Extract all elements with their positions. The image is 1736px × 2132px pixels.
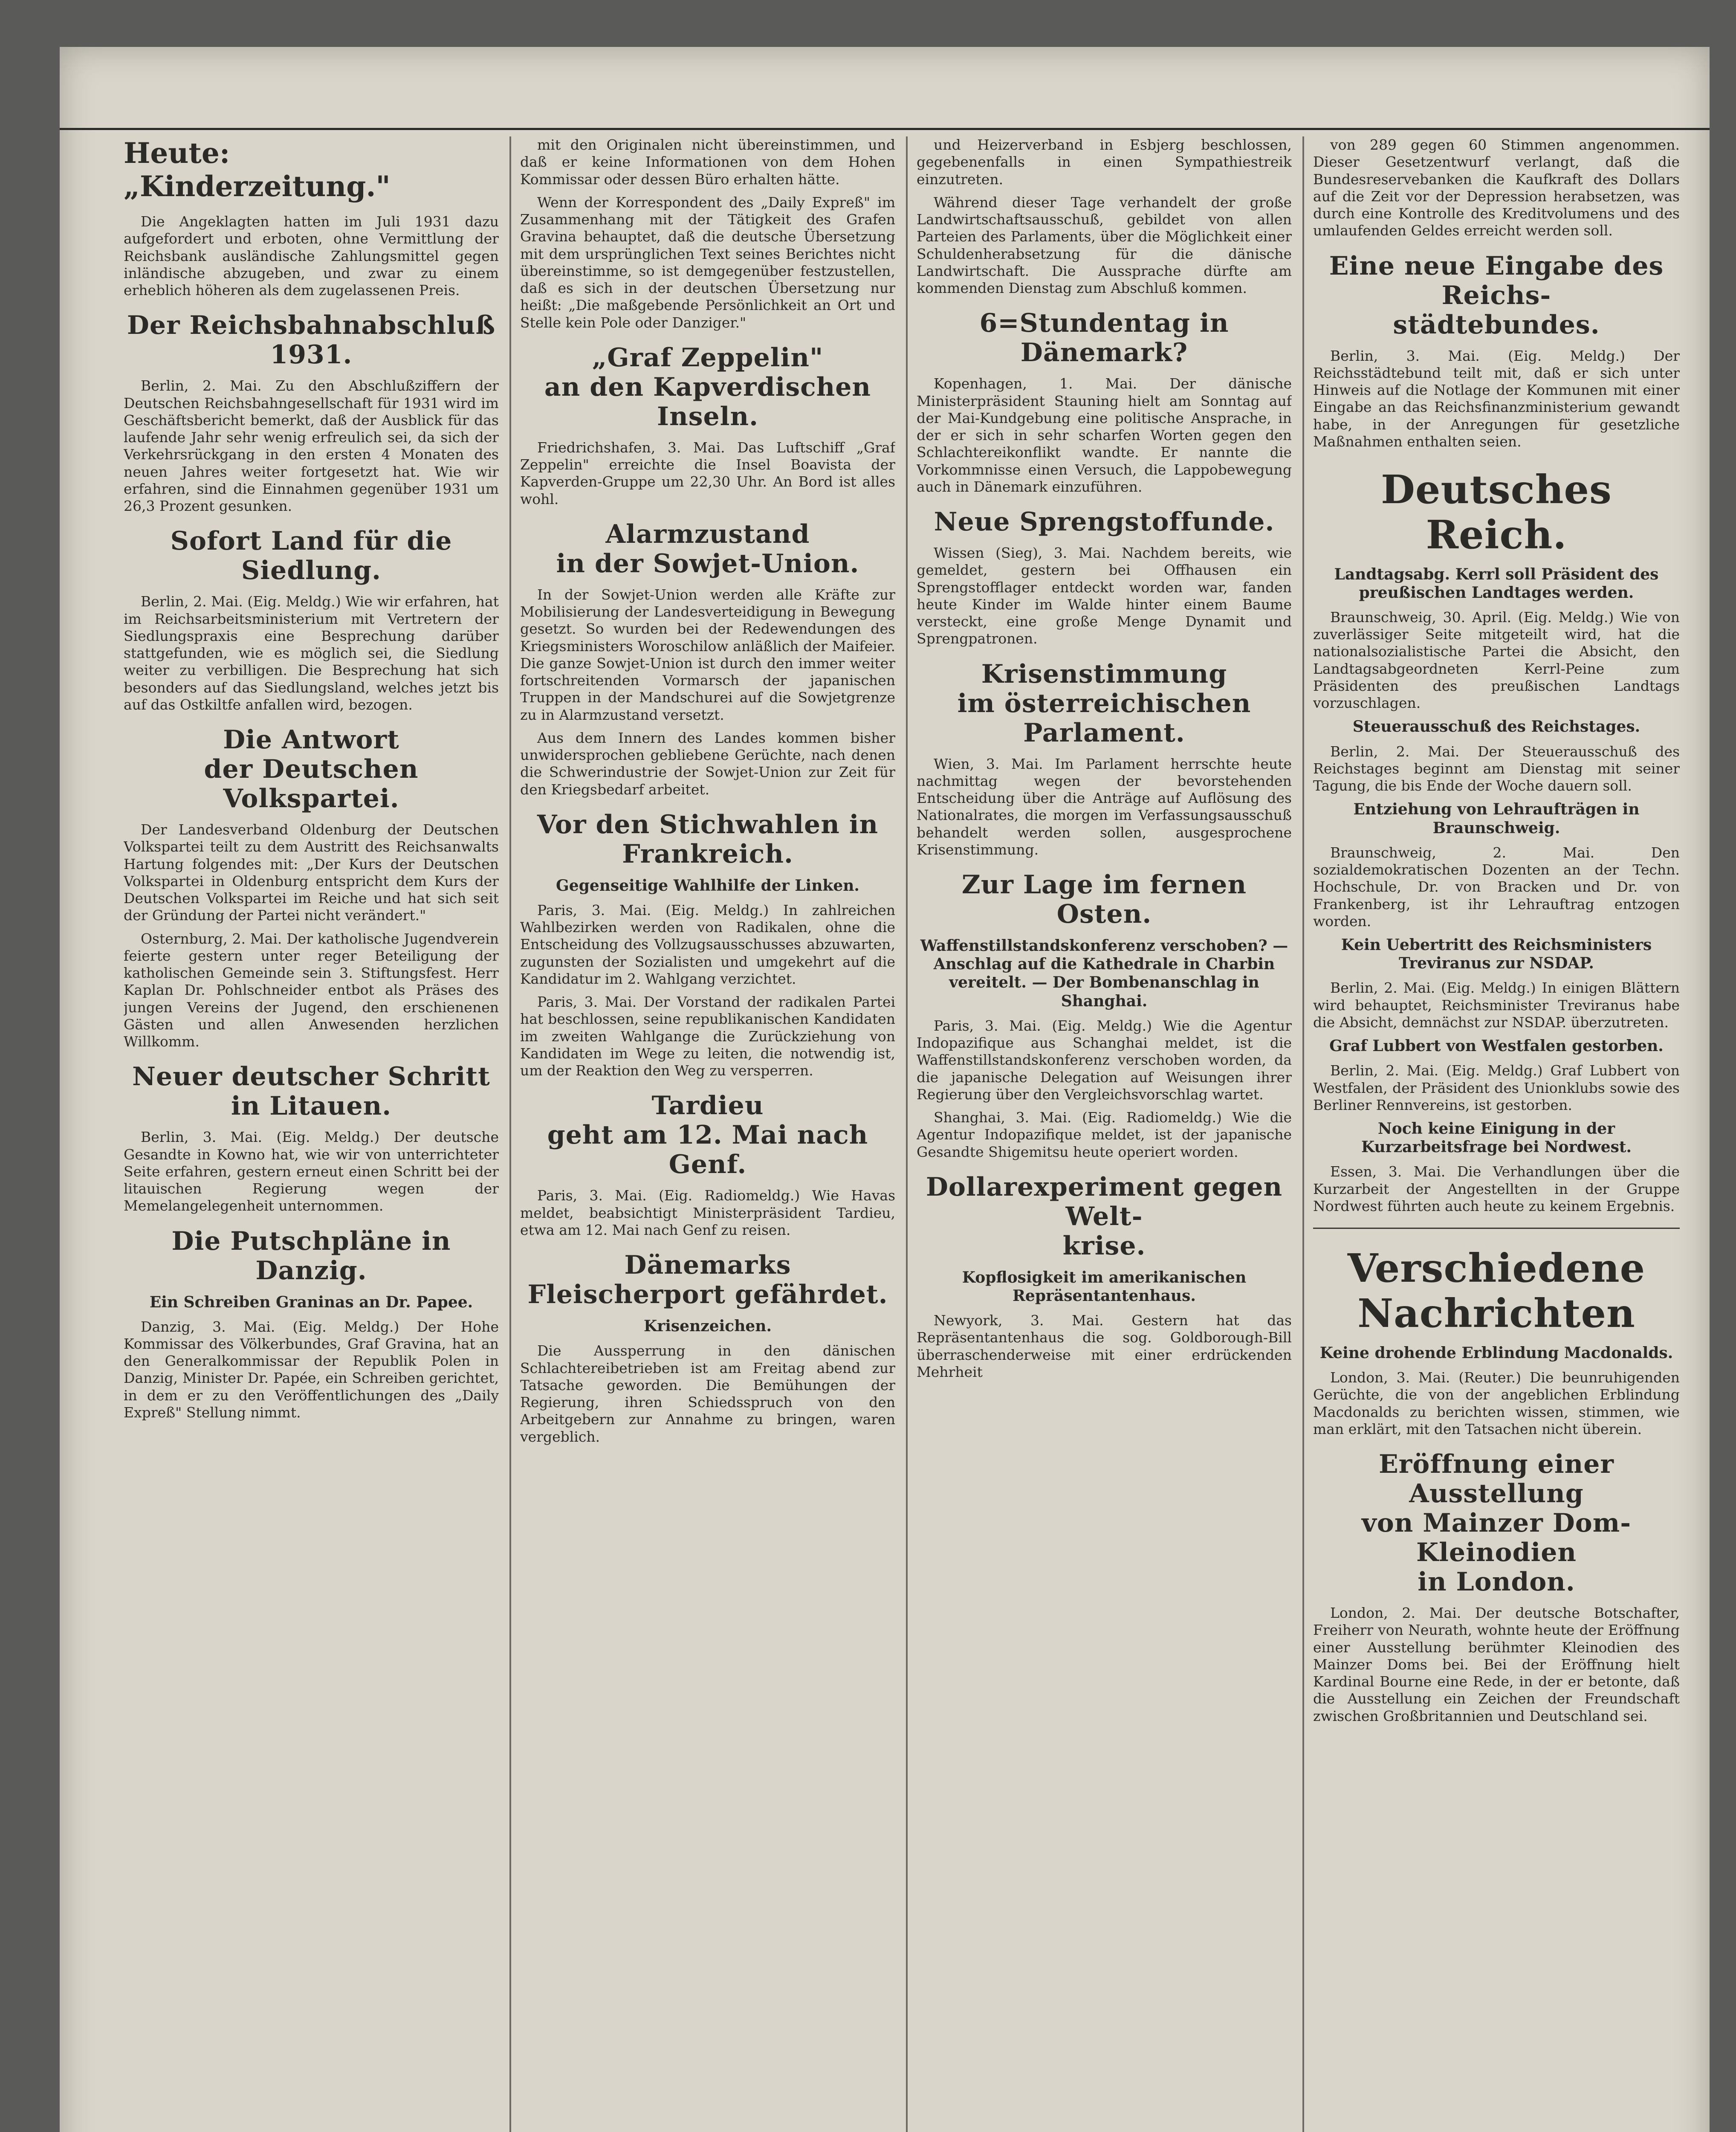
subheadline: Kopflosigkeit im amerikanischen Repräsentantenhaus. [962,1268,1247,1305]
paragraph: Berlin, 2. Mai. (Eig. Meldg.) Wie wir erfahren, hat im Reichsarbeitsministerium mit Vertretern der Siedlungspraxis eine Besprechung darüber stattgefunden, wie es möglich sei, die Siedlung weiter zu verbilligen. Die Besprechung hat sich besonders auf das Siedlungsland, welches jetzt bis auf das Ostkiltfe anfallen wird, bezogen. [124,593,499,713]
paragraph: Wien, 3. Mai. Im Parlament herrschte heute nachmittag wegen der bevorstehenden Entscheidung über die Anträge auf Auflösung des Nationalrates, die morgen im Verfassungsausschuß behandelt werden sollen, ausgesprochene Krisenstimmung. [917,755,1292,858]
subheadline: Graf Lubbert von Westfalen gestorben. [1329,1037,1664,1055]
paragraph: Friedrichshafen, 3. Mai. Das Luftschiff „Graf Zeppelin" erreichte die Insel Boavista der Kapverden-Gruppe um 22,30 Uhr. An Bord ist alles wohl. [520,439,895,507]
paragraph: Paris, 3. Mai. (Eig. Meldg.) Wie die Agentur Indopazifique aus Schanghai meldet, ist die Waffenstillstandskonferenz verschoben worden, da die japanische Delegation auf Weisungen ihrer Regierung über den Vergleichsvorschlag wartet. [917,1017,1292,1103]
paragraph: Wissen (Sieg), 3. Mai. Nachdem bereits, wie gemeldet, gestern bei Offhausen ein Sprengstofflager entdeckt worden war, fanden heute Kinder im Walde hinter einem Baume versteckt, eine große Menge Dynamit und Sprengpatronen. [917,545,1292,647]
headline-line: in der Sowjet-Union. [556,548,859,579]
column-divider [1302,136,1304,2132]
headline [1313,1450,1680,1597]
headline: 6=Stundentag in Dänemark? [979,308,1229,368]
section-headline: Deutsches Reich. [1381,466,1612,558]
headline-line: „Graf Zeppelin" [592,342,824,373]
paragraph: Paris, 3. Mai. (Eig. Meldg.) In zahlreichen Wahlbezirken werden von Radikalen, ohne die Entscheidung des Vollzugsausschusses abzuwarten, zugunsten der Sozialisten und umgekehrt auf die Kandidatur im 2. Wahlgang verzichtet. [520,901,895,987]
paragraph: Berlin, 2. Mai. Zu den Abschlußziffern der Deutschen Reichsbahngesellschaft für 1931 wird im Geschäftsbericht bemerkt, daß der Ausblick für das laufende Jahr sehr wenig erfreulich sei, da sich der Verkehrsrückgang in den ersten 4 Monaten des neuen Jahres weiter fortgesetzt hat. Wie wir erfahren, sind die Einnahmen gegenüber 1931 um 26,3 Prozent gesunken. [124,377,499,514]
paragraph: Der Landesverband Oldenburg der Deutschen Volkspartei teilt zu dem Austritt des Reichsanwalts Hartung folgendes mit: „Der Kurs der Deutschen Volkspartei in Oldenburg entspricht dem Kurs der Deutschen Volkspartei im Reiche und hat sich seit der Gründung der Partei nicht verändert." [124,821,499,924]
paragraph: London, 2. Mai. Der deutsche Botschafter, Freiherr von Neurath, wohnte heute der Eröffnung einer Ausstellung berühmter Kleinodien des Mainzer Doms bei. Bei der Eröffnung hielt Kardinal Bourne eine Rede, in der er betonte, daß die Ausstellung ein Zeichen der Freundschaft zwischen Großbritannien und Deutschland sei. [1313,1605,1680,1724]
paragraph: Paris, 3. Mai. (Eig. Radiomeldg.) Wie Havas meldet, beabsichtigt Ministerpräsident Tardieu, etwa am 12. Mai nach Genf zu reisen. [520,1187,895,1238]
headline-line: krise. [1062,1231,1146,1261]
paragraph: Essen, 3. Mai. Die Verhandlungen über die Kurzarbeit der Angestellten in der Gruppe Nordwest führten auch heute zu keinem Ergebnis. [1313,1163,1680,1214]
paragraph: Berlin, 3. Mai. (Eig. Meldg.) Der deutsche Gesandte in Kowno hat, wie wir von unterrichteter Seite erfahren, gestern erneut einen Schritt bei der litauischen Regierung wegen der Memelangelegenheit unternommen. [124,1129,499,1214]
headline-line: Fleischerport gefährdet. [527,1280,888,1310]
newspaper-page [60,47,1710,2132]
paragraph: mit den Originalen nicht übereinstimmen, und daß er keine Informationen von dem Hohen Kommissar oder dessen Büro erhalten hätte. [520,136,895,188]
headline: Sofort Land für die Siedlung. [170,526,452,586]
paragraph: Während dieser Tage verhandelt der große Landwirtschaftsausschuß, gebildet von allen Parteien des Parlaments, über die Möglichkeit einer Schuldenherabsetzung für die dänische Landwirtschaft. Die Aussprache dürfte am kommenden Dienstag zum Abschluß kommen. [917,194,1292,296]
headline-line: in London. [1418,1567,1575,1597]
headline-line: Eine neue Eingabe des Reichs- [1329,251,1664,310]
section-divider [1313,1228,1680,1229]
paragraph: Berlin, 2. Mai. Der Steuerausschuß des Reichstages beginnt am Dienstag mit seiner Tagung, die bis Ende der Woche dauern soll. [1313,743,1680,794]
paragraph: Berlin, 2. Mai. (Eig. Meldg.) Graf Lubbert von Westfalen, der Präsident des Unionklubs sowie des Berliner Rennvereins, ist gestorben. [1313,1062,1680,1113]
headline [917,660,1292,748]
paragraph: Aus dem Innern des Landes kommen bisher unwidersprochen gebliebene Gerüchte, nach denen die Schwerindustrie der Sowjet-Union zur Zeit für den Kriegsbedarf arbeitet. [520,729,895,798]
column-2 [520,136,895,2132]
headline-line: geht am 12. Mai nach Genf. [547,1120,868,1180]
headline [124,725,499,814]
paragraph: In der Sowjet-Union werden alle Kräfte zur Mobilisierung der Landesverteidigung in Bewegung gesetzt. So wurden bei der Redewendungen des Kriegsministers Woroschilow anläßlich der Maifeier. Die ganze Sowjet-Union ist durch den immer weiter fortschreitenden Vormarsch der japanischen Truppen in der Mandschurei auf die Sowjetgrenze zu in Alarmzustand versetzt. [520,586,895,723]
headline [520,1091,895,1179]
headline-line: Frankreich. [622,839,793,869]
headline [1313,252,1680,340]
paragraph: Braunschweig, 30. April. (Eig. Meldg.) Wie von zuverlässiger Seite mitgeteilt wird, hat die nationalsozialistische Partei die Absicht, den Landtagsabgeordneten Kerrl-Peine zum Präsidenten des preußischen Landtags vorzuschlagen. [1313,608,1680,712]
headline-line: Alarmzustand [605,519,810,549]
headline: Der Reichsbahnabschluß 1931. [127,310,496,370]
headline [124,1062,499,1121]
subheadline: Gegenseitige Wahlhilfe der Linken. [556,876,859,895]
paragraph: Braunschweig, 2. Mai. Den sozialdemokratischen Dozenten an der Techn. Hochschule, Dr. von Bracken und Dr. von Frankenberg, ist ihr Lehrauftrag entzogen worden. [1313,844,1680,930]
paragraph: Osternburg, 2. Mai. Der katholische Jugendverein feierte gestern unter reger Beteiligung der katholischen Gemeinde sein 3. Stiftungsfest. Herr Kaplan Dr. Pohlschneider entbot als Präses des jungen Vereins der Jugend, den erschienenen Gästen und allen Anwesenden herzlichen Willkomm. [124,930,499,1050]
headline [520,520,895,579]
headline-line: städtebundes. [1393,310,1600,340]
subheadline: Kein Uebertritt des Reichsministers Treviranus zur NSDAP. [1341,936,1652,973]
headline: Neue Sprengstoffunde. [934,507,1275,537]
headline-line: im österreichischen Parlament. [957,688,1251,748]
column-divider [906,136,908,2132]
headline: Zur Lage im fernen Osten. [961,870,1247,929]
headline-line: Dänemarks [624,1250,791,1280]
subheadline: Keine drohende Erblindung Macdonalds. [1319,1344,1673,1362]
headline-line: Die Antwort [223,725,399,755]
headline-line: an den Kapverdischen Inseln. [544,372,871,432]
headline-line: Vor den Stichwahlen in [537,809,879,840]
paragraph: London, 3. Mai. (Reuter.) Die beunruhigenden Gerüchte, die von der angeblichen Erblindung Macdonalds zu berichten wissen, stimmen, wie man erklärt, mit den Tatsachen nicht überein. [1313,1369,1680,1437]
paragraph: Berlin, 3. Mai. (Eig. Meldg.) Der Reichsstädtebund teilt mit, daß er sich unter Hinweis auf die Notlage der Kommunen mit einer Eingabe an das Reichsfinanzministerium gewandt habe, in der Anregungen für gesetzliche Maßnahmen enthalten seien. [1313,347,1680,450]
headline-line: Dollarexperiment gegen Welt- [926,1172,1283,1231]
headline-line: in Litauen. [231,1091,392,1121]
headline [520,1251,895,1309]
section-headline: Verschiedene Nachrichten [1347,1245,1646,1337]
subheadline: Ein Schreiben Graninas an Dr. Papee. [149,1293,473,1311]
column-3 [917,136,1292,2132]
column-1 [124,136,499,2132]
subheadline: Entziehung von Lehraufträgen in Braunschweig. [1353,800,1640,837]
headline [520,810,895,869]
paragraph: Paris, 3. Mai. Der Vorstand der radikalen Partei hat beschlossen, seine republikanischen Kandidaten im zweiten Wahlgange die Zurückziehung von Kandidaten im Wege zu leiten, die notwendig ist, um der Reaktion den Weg zu versperren. [520,994,895,1079]
headline-line: Krisenstimmung [981,659,1227,689]
paragraph: Newyork, 3. Mai. Gestern hat das Repräsentantenhaus die sog. Goldborough-Bill überraschenderweise mit einer erdrückenden Mehrheit [917,1312,1292,1380]
paragraph: Die Angeklagten hatten im Juli 1931 dazu aufgefordert und erboten, ohne Vermittlung der Reichsbank ausländische Zahlungsmittel gegen inländische abzugeben, und zwar zu einem erheblich höheren als dem zugelassenen Preis. [124,213,499,298]
paragraph: und Heizerverband in Esbjerg beschlossen, gegebenenfalls in einen Sympathiestreik einzutreten. [917,136,1292,188]
paragraph: von 289 gegen 60 Stimmen angenommen. Dieser Gesetzentwurf verlangt, daß die Bundesreservebanken die Kaufkraft des Dollars auf die Zeit vor der Depression herabsetzen, was durch eine Kontrolle des Kreditvolumens und des umlaufenden Geldes erreicht werden soll. [1313,136,1680,239]
column-4 [1313,136,1680,2132]
headline [917,1173,1292,1261]
headline: Die Putschpläne in Danzig. [171,1226,451,1286]
headline-line: der Deutschen Volkspartei. [204,754,419,814]
headline-line: Neuer deutscher Schritt [132,1062,490,1092]
paragraph: Danzig, 3. Mai. (Eig. Meldg.) Der Hohe Kommissar des Völkerbundes, Graf Gravina, hat an den Generalkommissar der Republik Polen in Danzig, Minister Dr. Papée, ein Schreiben gerichtet, in dem er zu den Veröffentlichungen des „Daily Expreß" Stellung nimmt. [124,1318,499,1421]
paragraph: Berlin, 2. Mai. (Eig. Meldg.) In einigen Blättern wird behauptet, Reichsminister Treviranus habe die Absicht, demnächst zur NSDAP. überzutreten. [1313,979,1680,1031]
subheadline: Noch keine Einigung in der Kurzarbeitsfrage bei Nordwest. [1361,1120,1632,1156]
subheadline: Krisenzeichen. [643,1317,772,1335]
paragraph: Die Aussperrung in den dänischen Schlachtereibetrieben ist am Freitag abend zur Tatsache geworden. Die Bemühungen der Regierung, ihren Schiedsspruch von den Arbeitgebern zur Annahme zu bringen, waren vergeblich. [520,1342,895,1445]
headline [520,343,895,432]
subheadline: Steuerausschuß des Reichstages. [1352,718,1641,736]
paragraph: Shanghai, 3. Mai. (Eig. Radiomeldg.) Wie die Agentur Indopazifique meldet, ist der japanische Gesandte Shigemitsu heute operiert worden. [917,1109,1292,1160]
paragraph: Kopenhagen, 1. Mai. Der dänische Ministerpräsident Stauning hielt am Sonntag auf der Mai-Kundgebung eine politische Ansprache, in der er sich in sehr scharfen Worten gegen den Schlachtereikonflikt wandte. Er nannte die Vorkommnisse einen Versuch, die Lappobewegung auch in Dänemark einzuführen. [917,375,1292,495]
headline-line: Eröffnung einer Ausstellung [1378,1449,1614,1509]
paragraph: Wenn der Korrespondent des „Daily Expreß" im Zusammenhang mit der Tätigkeit des Grafen Gravina behauptet, daß die deutsche Übersetzung mit dem ursprünglichen Text seines Berichtes nicht übereinstimme, so ist demgegenüber festzustellen, daß es sich in der deutschen Übersetzung nur heißt: „Die maßgebende Persönlichkeit an Ort und Stelle kein Pole oder Danziger." [520,194,895,331]
subheadline: Landtagsabg. Kerrl soll Präsident des preußischen Landtages werden. [1334,565,1659,602]
subheadline: Waffenstillstandskonferenz verschoben? — Anschlag auf die Kathedrale in Charbin vereitelt. — Der Bombenanschlag in Shanghai. [920,937,1288,1010]
top-rule [60,128,1710,130]
masthead: Heute: „Kinderzeitung." [124,136,391,203]
headline-line: von Mainzer Dom-Kleinodien [1361,1508,1632,1567]
column-divider [509,136,511,2132]
headline-line: Tardieu [651,1091,764,1121]
